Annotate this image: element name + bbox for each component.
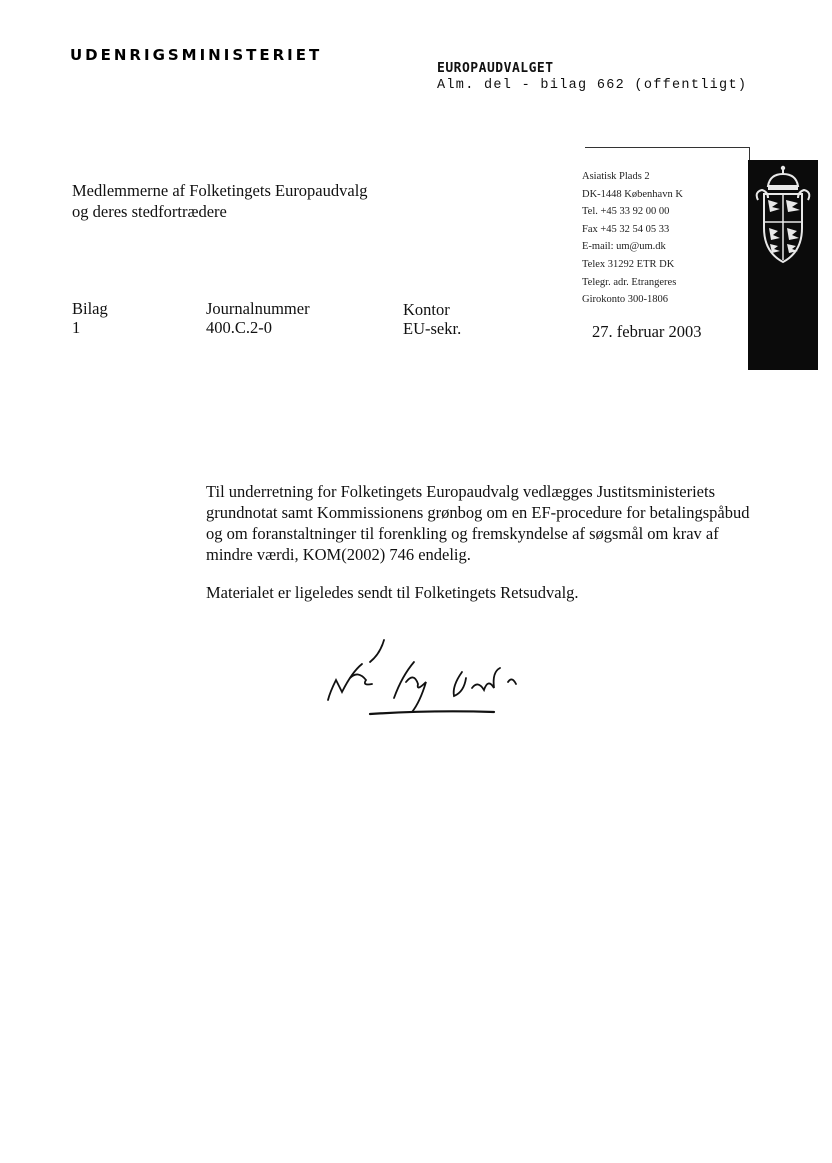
journal-label: Journalnummer [206,299,310,318]
kontor-label: Kontor [403,300,450,319]
address-line: Fax +45 32 54 05 33 [582,223,670,235]
address-line: E-mail: um@um.dk [582,241,666,253]
letter-date: 27. februar 2003 [592,322,702,341]
address-line: Telex 31292 ETR DK [582,258,675,270]
address-line: DK-1448 København K [582,188,683,200]
bilag-value: 1 [72,318,81,337]
letter-body [206,481,766,620]
kontor-value: EU-sekr. [403,319,462,338]
recipient-line: Medlemmerne af Folketingets Europaudvalg [72,181,368,200]
crest-panel [748,160,818,370]
signature [322,632,522,727]
address-line: Tel. +45 33 92 00 00 [582,206,670,218]
journal-value: 400.C.2-0 [206,318,272,337]
address-line: Asiatisk Plads 2 [582,171,650,182]
recipient [72,180,368,222]
sender-address [582,168,683,309]
coat-of-arms-icon [748,160,818,270]
body-paragraph: Til underretning for Folketingets Europaudvalg vedlægges Justitsministeriets grundnotat samt Kommissionens grønbog om en EF-procedure for betalingspåbud og om foranstaltninger til forenkling og fremskyndelse af søgsmål om krav af mindre værdi, KOM(2002) 746 endelig. [206,482,750,564]
stamp-reference: Alm. del - bilag 662 (offentligt) [437,78,748,93]
body-paragraph: Materialet er ligeledes sendt til Folketingets Retsudvalg. [206,583,579,602]
ministry-name: UDENRIGSMINISTERIET [70,46,323,64]
stamp-committee: EUROPAUDVALGET [437,61,554,76]
address-rule [585,147,749,148]
bilag-label: Bilag [72,299,108,318]
address-line: Telegr. adr. Etrangeres [582,276,677,288]
recipient-line: og deres stedfortrædere [72,202,227,221]
address-line: Girokonto 300-1806 [582,294,669,306]
